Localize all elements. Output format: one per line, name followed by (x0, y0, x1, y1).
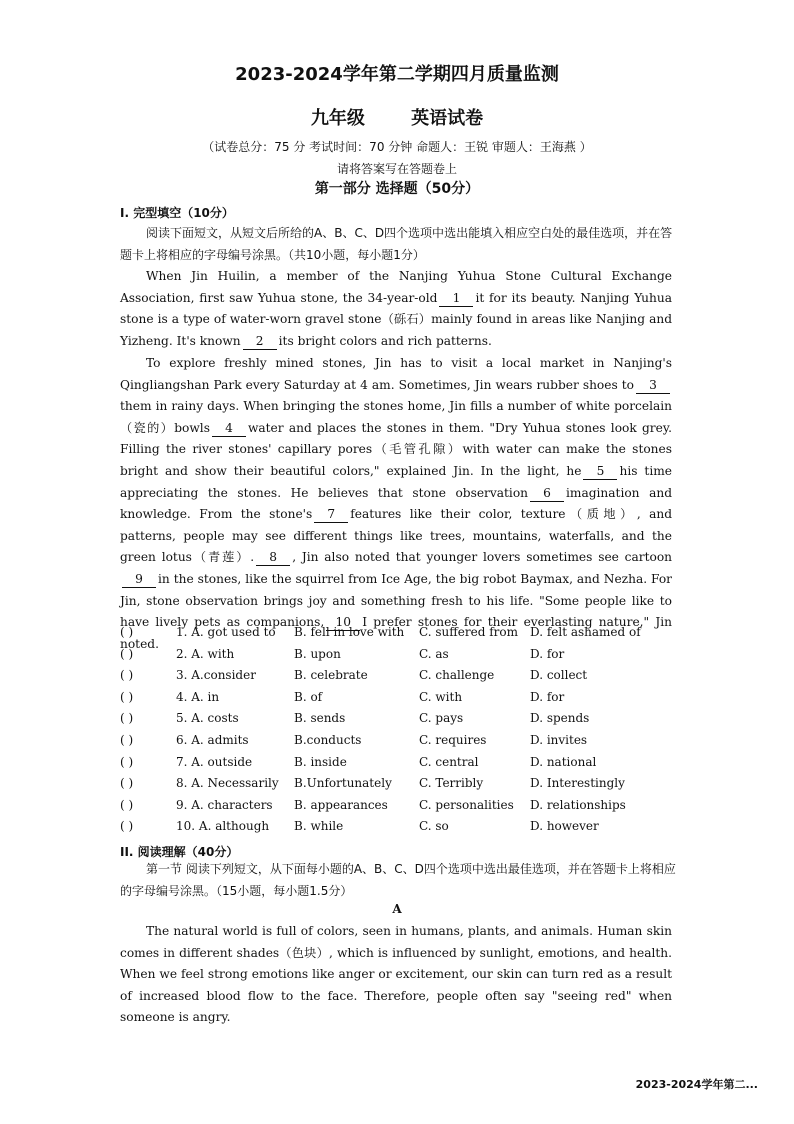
answer-bracket[interactable]: ( ) (120, 819, 134, 834)
option-a: 6. A. admits (176, 732, 249, 747)
option-c: C. so (419, 819, 449, 834)
option-d: D. Interestingly (530, 776, 625, 791)
text-run: features like their color, texture（质地）, and patterns, people may see different things like trees, mountains, waterfalls, and the green lotus（青莲）. (120, 507, 673, 565)
text-run: water and places the stones in them. "Dry Yuhua stones look grey. Filling the river stones' capillary pores（毛管孔隙）with water can make the stones bright and show their beautiful colors," explained Jin. In the light, he (120, 420, 672, 478)
option-c: C. as (419, 646, 449, 661)
answer-bracket[interactable]: ( ) (120, 711, 134, 726)
option-a: 4. A. in (176, 689, 220, 704)
answer-bracket[interactable]: ( ) (120, 754, 134, 769)
option-d: D. for (530, 646, 565, 661)
section2-heading: II. 阅读理解（40分） (120, 845, 239, 859)
option-a: 9. A. characters (176, 797, 273, 812)
answer-bracket[interactable]: ( ) (120, 776, 134, 791)
option-b: B.conducts (294, 732, 362, 747)
option-a: 10. A. although (176, 819, 270, 834)
cloze-paragraph-2 (120, 353, 672, 655)
answer-bracket[interactable]: ( ) (120, 625, 134, 639)
exam-title: 2023-2024学年第二学期四月质量监测 (235, 64, 559, 85)
blank-7: 7 (314, 507, 348, 523)
option-b: B. upon (294, 646, 341, 661)
grade-label: 九年级 (310, 108, 365, 129)
text-run: its bright colors and rich patterns. (278, 333, 492, 348)
blank-10: 10 (326, 615, 360, 631)
option-a: 3. A.consider (176, 668, 256, 683)
option-b: B. while (294, 819, 344, 834)
option-row-8 (120, 773, 680, 795)
passage-label: A (392, 902, 402, 916)
blank-9: 9 (122, 572, 156, 588)
blank-3: 3 (636, 378, 670, 394)
text-run: his time appreciating the stones. He believes that stone observation (120, 463, 672, 500)
option-b: B.Unfortunately (294, 776, 392, 791)
option-a: 2. A. with (176, 646, 235, 661)
text-run: in the stones, like the squirrel from Ice Age, the big robot Baymax, and Nezha. For Jin, stone observation brings joy and something fresh to his life. "Some people like to have lively pets as companions, (120, 571, 672, 630)
cloze-paragraph-1 (120, 266, 672, 352)
text-run: , Jin also noted that younger lovers sometimes see cartoon (292, 550, 673, 565)
option-d: D. however (530, 819, 599, 834)
section2-instruction: 第一节 阅读下列短文，从下面每小题的A、B、C、D四个选项中选出最佳选项，并在答题卡上将相应的字母编号涂黑。（15小题，每小题1.5分） (120, 862, 676, 898)
option-row-1 (120, 622, 680, 644)
option-b: B. appearances (294, 797, 388, 812)
option-c: C. Terribly (419, 776, 484, 791)
text-run: it for its beauty. Nanjing Yuhua stone is a type of water-worn gravel stone（砾石）mainly found in areas like Nanjing and Yizheng. It's known (120, 290, 672, 348)
option-d: D. national (530, 754, 597, 769)
text-run: them in rainy days. When bringing the stones home, Jin fills a number of white porcelain（瓷的）bowls (120, 399, 672, 435)
option-d: D. relationships (530, 797, 626, 812)
option-row-3 (120, 665, 680, 687)
answer-bracket[interactable]: ( ) (120, 668, 134, 683)
option-d: D. spends (530, 711, 590, 726)
option-row-5 (120, 708, 680, 730)
option-row-9 (120, 795, 680, 817)
blank-8: 8 (256, 550, 290, 566)
option-row-6 (120, 730, 680, 752)
blank-6: 6 (530, 486, 564, 502)
blank-5: 5 (583, 464, 617, 480)
passage-a: The natural world is full of colors, seen in humans, plants, and animals. Human skin comes in different shades（色块）, which is influenced by sunlight, emotions, and health. When we feel strong emotions like anger or excitement, our skin can turn red as a result of increased blood flow to the face. Therefore, people often say "seeing red" when someone is angry. (120, 924, 672, 1025)
section1-heading: I. 完型填空（10分） (120, 206, 234, 220)
option-c: C. with (419, 689, 463, 704)
option-d: D. felt ashamed of (530, 625, 641, 639)
options-list (120, 622, 680, 838)
answer-bracket[interactable]: ( ) (120, 689, 134, 704)
text-run: I prefer stones for their everlasting nature," Jin noted. (120, 615, 672, 651)
part-heading: 第一部分 选择题（50分） (314, 181, 480, 197)
page-footer: 2023-2024学年第二... (635, 1078, 758, 1091)
option-row-2 (120, 644, 680, 666)
answer-bracket[interactable]: ( ) (120, 732, 134, 747)
option-c: C. challenge (419, 668, 495, 683)
option-a: 5. A. costs (176, 711, 239, 726)
option-d: D. invites (530, 732, 588, 747)
blank-1: 1 (439, 291, 473, 307)
subject-label: 英语试卷 (411, 108, 484, 129)
exam-subtitle (0, 104, 794, 130)
option-row-4 (120, 687, 680, 709)
option-d: D. for (530, 689, 565, 704)
option-c: C. personalities (419, 797, 514, 812)
option-b: B. inside (294, 754, 347, 769)
option-a: 7. A. outside (176, 754, 253, 769)
option-b: B. fell in love with (294, 625, 405, 639)
option-b: B. sends (294, 711, 346, 726)
option-d: D. collect (530, 668, 588, 683)
option-a: 8. A. Necessarily (176, 776, 279, 791)
text-run: To explore freshly mined stones, Jin has to visit a local market in Nanjing's Qingliangshan Park every Saturday at 4 am. Sometimes, Jin wears rubber shoes to (120, 356, 672, 392)
option-b: B. of (294, 689, 323, 704)
option-row-7 (120, 752, 680, 774)
answer-bracket[interactable]: ( ) (120, 646, 134, 661)
option-c: C. requires (419, 732, 487, 747)
answer-bracket[interactable]: ( ) (120, 797, 134, 812)
option-c: C. pays (419, 711, 464, 726)
exam-meta: （试卷总分：75 分 考试时间：70 分钟 命题人：王锐 审题人：王海燕 ） (202, 140, 592, 154)
option-c: C. suffered from (419, 625, 519, 639)
text-run: imagination and knowledge. From the stone's (120, 485, 672, 522)
text-run: When Jin Huilin, a member of the Nanjing Yuhua Stone Cultural Exchange Association, first saw Yuhua stone, the 34-year-old (120, 269, 672, 305)
option-row-10 (120, 816, 680, 838)
option-a: 1. A. got used to (176, 625, 276, 639)
option-c: C. central (419, 754, 479, 769)
blank-2: 2 (243, 334, 277, 350)
section1-instruction: 阅读下面短文，从短文后所给的A、B、C、D四个选项中选出能填入相应空白处的最佳选项，并在答题卡上将相应的字母编号涂黑。（共10小题，每小题1分） (120, 226, 673, 262)
option-b: B. celebrate (294, 668, 368, 683)
blank-4: 4 (212, 421, 246, 437)
answer-note: 请将答案写在答题卷上 (336, 162, 457, 176)
